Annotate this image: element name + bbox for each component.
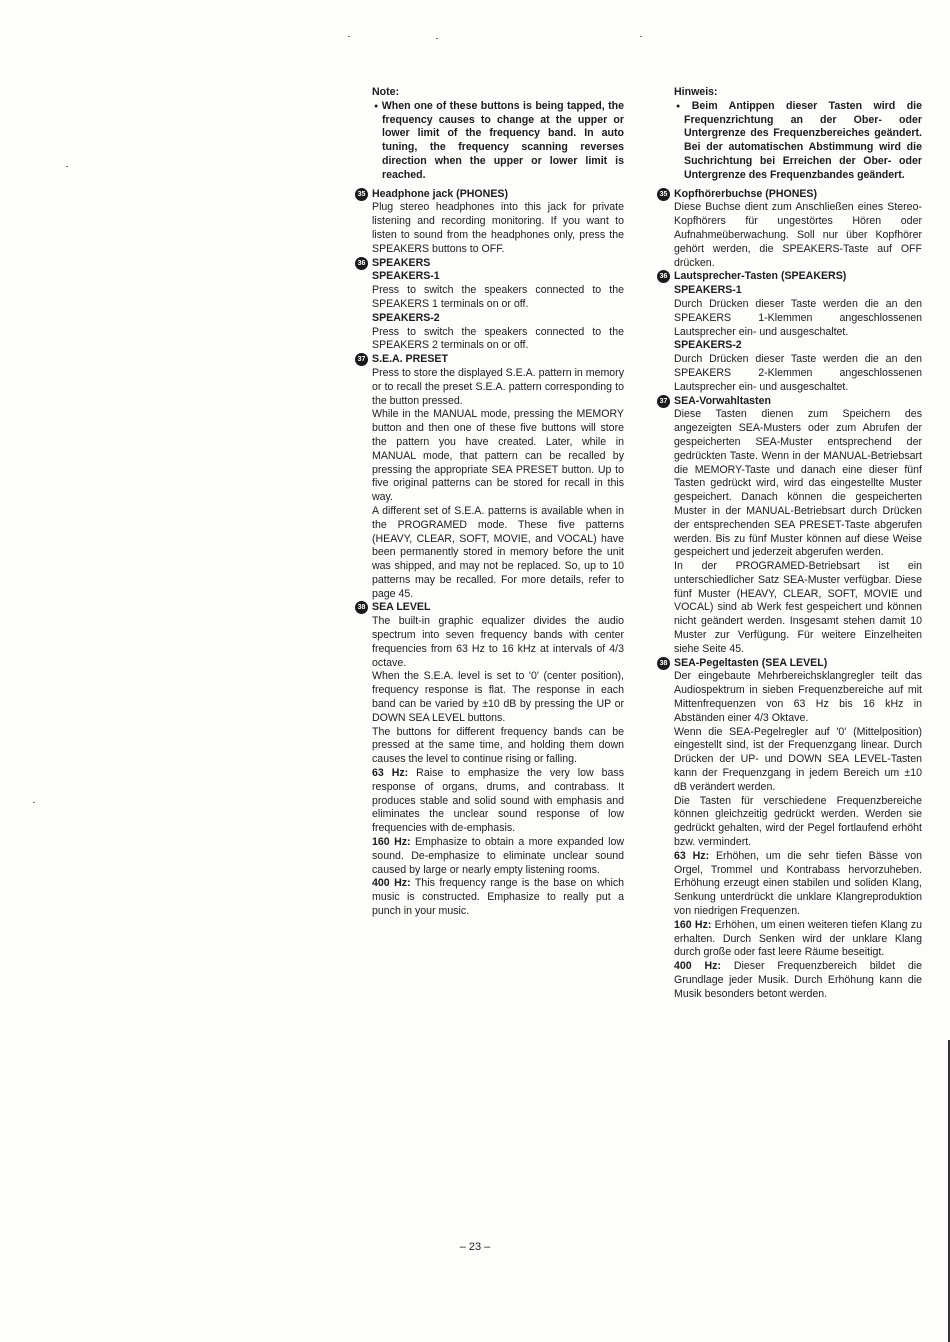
- scan-speck: [348, 36, 350, 37]
- section-headphone-jack: [357, 187, 624, 257]
- subsection-title: SPEAKERS-1: [674, 284, 742, 297]
- frequency-item: [372, 877, 624, 918]
- german-column: [659, 86, 923, 1002]
- subsection-text: Durch Drücken dieser Taste werden die an den SPEAKERS 2-Klemmen angeschlossenen Lautsprecher ein- und ausgeschaltet.: [674, 353, 922, 393]
- paragraph: Wenn die SEA-Pegelregler auf '0' (Mittelposition) eingestellt sind, ist der Frequenzgang linear. Durch Drücken der UP- und DOWN SEA LEVEL-Tasten kann der Frequenzgang in jedem Bereich um ±10 dB verändert werden.: [674, 725, 922, 793]
- frequency-item: [674, 919, 922, 960]
- section-text: Plug stereo headphones into this jack for private listening and recording monitoring. If you want to listen to sound from the headphones only, press the SPEAKERS buttons to OFF.: [372, 201, 624, 255]
- paragraph: While in the MANUAL mode, pressing the MEMORY button and then one of these five buttons will store the pattern you have created. Later, while in MANUAL mode, that pattern can be recalled by pressing the appropriate SEA PRESET button. Up to five original patterns can be stored for recall in this way.: [372, 408, 624, 504]
- scan-speck: [436, 38, 438, 39]
- subsection-title: SPEAKERS-1: [372, 270, 440, 283]
- frequency-label: 160 Hz:: [372, 836, 411, 849]
- section-title: SEA-Pegeltasten (SEA LEVEL): [674, 656, 828, 669]
- paragraph: Press to store the displayed S.E.A. pattern in memory or to recall the preset S.E.A. pattern corresponding to the button pressed.: [372, 366, 625, 407]
- frequency-label: 160 Hz:: [674, 918, 712, 931]
- section-sea-preset: [659, 394, 922, 657]
- frequency-label: 63 Hz:: [674, 849, 710, 862]
- section-speakers: [659, 270, 922, 394]
- scan-speck: [640, 36, 642, 37]
- english-column: [357, 86, 625, 919]
- paragraph: Diese Tasten dienen zum Speichern des angezeigten SEA-Musters oder zum Abrufen der gespeicherten SEA-Muster entsprechend der gedrückten Taste. Wenn in der MANUAL-Betriebsart die MEMORY-Taste und danach eine dieser fünf Tasten gedrückt wird, wird das eingestellte Muster gespeichert. Danach können die gespeicherten Muster in der MANUAL-Betriebsart durch Drücken der entsprechenden SEA PRESET-Taste abgerufen werden. Bis zu fünf Muster können auf diese Weise gespeichert und jederzeit abgerufen werden.: [674, 408, 922, 559]
- scan-speck: [33, 802, 35, 803]
- subsection-text: Press to switch the speakers connected to the SPEAKERS 1 terminals on or off.: [372, 284, 624, 310]
- item-number-badge: 37: [657, 395, 670, 408]
- frequency-label: 400 Hz:: [372, 877, 411, 890]
- frequency-text: Erhöhen, um die sehr tiefen Bässe von Orgel, Trommel und Kontrabass hervorzuheben. Erhöhung erzeugt einen stabilen und soliden Klang, Senkung unterdrückt die unklare Klangreproduktion von niedrigen Frequenzen.: [674, 849, 923, 918]
- paragraph: Der eingebaute Mehrbereichsklangregler teilt das Audiospektrum in sieben Frequenzbereiche auf mit Mittenfrequenzen von 63 Hz bis 16 kHz in Abständen einer 4/3 Oktave.: [674, 670, 922, 724]
- frequency-label: 63 Hz:: [372, 767, 409, 780]
- subsection-title: SPEAKERS-2: [674, 339, 742, 352]
- scan-speck: [66, 166, 68, 167]
- section-speakers: [357, 256, 624, 354]
- frequency-item: [674, 960, 922, 1001]
- frequency-text: Raise to emphasize the very low bass response of organs, drums, and contrabass. It produces stable and solid sound with emphasis and eliminates the unclear sound response of low frequencies with de-emphasis.: [372, 767, 625, 835]
- frequency-label: 400 Hz:: [674, 960, 722, 973]
- frequency-text: Dieser Frequenzbereich bildet die Grundlage jeder Musik. Durch Erhöhung kann die Musik besonders betont werden.: [674, 960, 923, 1000]
- note-title: Hinweis:: [674, 86, 718, 98]
- paragraph: When the S.E.A. level is set to '0' (center position), frequency response is flat. The response in each band can be varied by ±10 dB by pressing the UP or DOWN SEA LEVEL buttons.: [372, 670, 624, 724]
- item-number-badge: 37: [355, 353, 368, 366]
- note-text: ● Beim Antippen dieser Tasten wird die Frequenzrichtung an der Ober- oder Untergrenze des Frequenzbereiches geändert. Bei der automatischen Abstimmung wird die Suchrichtung bei Erreichen der Ober- oder Untergrenze des Frequenzbandes geändert.: [674, 100, 922, 183]
- paragraph: The buttons for different frequency bands can be pressed at the same time, and holding them down causes the level to continue rising or falling.: [372, 725, 624, 766]
- frequency-item: [674, 850, 922, 919]
- section-sea-preset: [357, 353, 625, 601]
- item-number-badge: 36: [657, 270, 670, 283]
- subsection-text: Durch Drücken dieser Taste werden die an den SPEAKERS 1-Klemmen angeschlossenen Lautsprecher ein- und ausgeschaltet.: [674, 297, 922, 338]
- item-number-badge: 38: [657, 657, 670, 670]
- paragraph: A different set of S.E.A. patterns is available when in the PROGRAMED mode. These five patterns (HEAVY, CLEAR, SOFT, MOVIE, and VOCAL) have been permanently stored in memory before the unit was shipped, and may not be replaced. So, up to 10 patterns may be recalled. For more details, refer to page 45.: [372, 504, 624, 600]
- section-title: SEA-Vorwahltasten: [674, 394, 771, 407]
- section-sea-level: [357, 601, 625, 918]
- section-text: Diese Buchse dient zum Anschließen eines Stereo-Kopfhörers für ungestörtes Hören oder Aufnahmeüberwachung. Soll nur über Kopfhörer gehört werden, die SPEAKERS-Taste auf OFF drücken.: [674, 201, 922, 269]
- subsection-title: SPEAKERS-2: [372, 311, 440, 324]
- paragraph: In der PROGRAMED-Betriebsart ist ein unterschiedlicher Satz SEA-Muster verfügbar. Diese fünf Muster (HEAVY, CLEAR, SOFT, MOVIE und VOCAL) sind ab Werk fest gespeichert und können nicht geändert werden. Insgesamt stehen damit 10 Muster zur Verfügung. Für weitere Einzelheiten siehe Seite 45.: [674, 560, 922, 655]
- section-headphone-jack: [659, 187, 922, 271]
- frequency-text: This frequency range is the base on which music is constructed. Emphasize to really put a punch in your music.: [372, 877, 625, 918]
- frequency-text: Emphasize to obtain a more expanded low sound. De-emphasize to eliminate unclear sound caused by large or nearly empty listening rooms.: [372, 836, 624, 876]
- frequency-item: [372, 767, 624, 836]
- section-title: Headphone jack (PHONES): [372, 187, 508, 200]
- note-title: Note:: [372, 86, 400, 98]
- page-number: – 23 –: [459, 1241, 491, 1253]
- item-number-badge: 35: [657, 188, 670, 201]
- item-number-badge: 38: [355, 601, 368, 614]
- section-title: Kopfhörerbuchse (PHONES): [674, 187, 818, 200]
- section-sea-level: [659, 656, 923, 1002]
- subsection-text: Press to switch the speakers connected to the SPEAKERS 2 terminals on or off.: [372, 325, 624, 352]
- paragraph: The built-in graphic equalizer divides the audio spectrum into seven frequency bands with center frequencies from 63 Hz to 16 kHz at intervals of 4/3 octave.: [372, 615, 624, 669]
- note-text: ● When one of these buttons is being tapped, the frequency causes to change at the upper or lower limit of the frequency band. In auto tuning, the frequency scanning reverses direction when the upper or lower limit is reached.: [372, 100, 624, 183]
- item-number-badge: 36: [355, 257, 368, 270]
- paragraph: Die Tasten für verschiedene Frequenzbereiche können gleichzeitig gedrückt werden. Werden sie gedrückt gehalten, wird der Pegel fortlaufend erhöht bzw. vermindert.: [674, 794, 922, 849]
- item-number-badge: 35: [355, 188, 368, 201]
- section-title: SPEAKERS: [372, 256, 431, 269]
- frequency-item: [372, 836, 624, 877]
- section-title: Lautsprecher-Tasten (SPEAKERS): [674, 270, 847, 283]
- section-title: S.E.A. PRESET: [372, 353, 448, 366]
- section-title: SEA LEVEL: [372, 601, 431, 614]
- frequency-text: Erhöhen, um einen weiteren tiefen Klang zu erhalten. Durch Senken wird der unklare Klang durch große oder fast leere Räume beseitigt.: [674, 918, 922, 959]
